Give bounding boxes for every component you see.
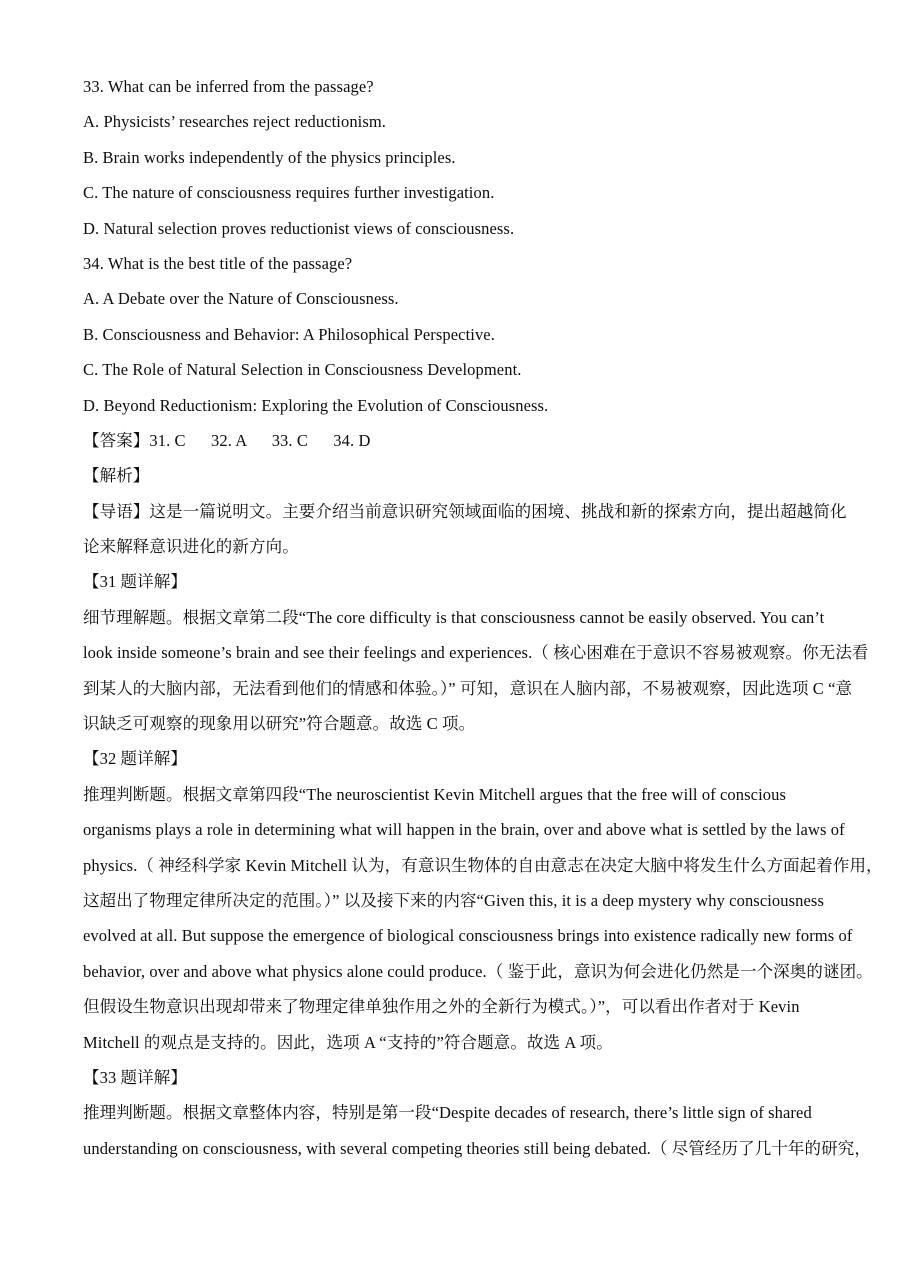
question-34-option-d: D. Beyond Reductionism: Exploring the Evolution of Consciousness. <box>83 395 549 415</box>
q32-analysis-line-7: 但假设生物意识出现却带来了物理定律单独作用之外的全新行为模式。）”，可以看出作者对于 Kevin <box>83 997 800 1017</box>
q32-analysis-line-1: 推理判断题。根据文章第四段“The neuroscientist Kevin Mitchell argues that the free will of conscious <box>83 784 786 804</box>
q31-analysis-header: 【31 题详解】 <box>83 572 187 592</box>
q32-analysis-line-3: physics.（ 神经科学家 Kevin Mitchell 认为，有意识生物体的自由意志在决定大脑中将发生什么方面起着作用， <box>83 855 883 875</box>
q33-analysis-header: 【33 题详解】 <box>83 1067 187 1087</box>
q32-analysis-line-2: organisms plays a role in determining what will happen in the brain, over and above what is settled by the laws of <box>83 820 845 840</box>
q32-analysis-line-5: evolved at all. But suppose the emergence of biological consciousness brings into existence radically new forms of <box>83 926 853 946</box>
question-33-option-b: B. Brain works independently of the physics principles. <box>83 147 456 167</box>
question-34-option-c: C. The Role of Natural Selection in Consciousness Development. <box>83 360 522 380</box>
document-lines <box>83 69 883 1166</box>
q33-analysis-line-1: 推理判断题。根据文章整体内容，特别是第一段“Despite decades of research, there’s little sign of shared <box>83 1103 812 1123</box>
q31-analysis-line-1: 细节理解题。根据文章第二段“The core difficulty is that consciousness cannot be easily observed. You can’t <box>83 607 825 627</box>
intro-line-2: 论来解释意识进化的新方向。 <box>83 537 299 557</box>
q31-analysis-line-4: 识缺乏可观察的现象用以研究”符合题意。故选 C 项。 <box>83 714 476 734</box>
intro-line-1: 【导语】这是一篇说明文。主要介绍当前意识研究领域面临的困境、挑战和新的探索方向，提出超越简化 <box>83 501 847 521</box>
analysis-header: 【解析】 <box>83 466 150 486</box>
question-34-stem: 34. What is the best title of the passage? <box>83 253 353 273</box>
q32-analysis-line-8: Mitchell 的观点是支持的。因此，选项 A “支持的”符合题意。故选 A 项。 <box>83 1032 613 1052</box>
question-33-stem: 33. What can be inferred from the passage? <box>83 77 374 96</box>
question-33-option-c: C. The nature of consciousness requires further investigation. <box>83 183 495 203</box>
q32-analysis-line-6: behavior, over and above what physics alone could produce.（ 鉴于此，意识为何会进化仍然是一个深奥的谜团。 <box>83 961 873 981</box>
q33-analysis-line-2: understanding on consciousness, with several competing theories still being debated.（ 尽管经历了几十年的研究， <box>83 1138 871 1158</box>
question-34-option-b: B. Consciousness and Behavior: A Philosophical Perspective. <box>83 324 495 344</box>
question-34-option-a: A. A Debate over the Nature of Consciousness. <box>83 289 399 309</box>
answers-line: 【答案】31. C 32. A 33. C 34. D <box>83 430 371 450</box>
q31-analysis-line-2: look inside someone’s brain and see their feelings and experiences.（ 核心困难在于意识不容易被观察。你无法看 <box>83 643 869 663</box>
q32-analysis-line-4: 这超出了物理定律所决定的范围。）” 以及接下来的内容“Given this, it is a deep mystery why consciousness <box>83 890 824 910</box>
q32-analysis-header: 【32 题详解】 <box>83 749 187 769</box>
question-33-option-a: A. Physicists’ researches reject reductionism. <box>83 112 387 132</box>
question-33-option-d: D. Natural selection proves reductionist views of consciousness. <box>83 218 515 238</box>
q31-analysis-line-3: 到某人的大脑内部，无法看到他们的情感和体验。）” 可知，意识在人脑内部，不易被观察，因此选项 C “意 <box>83 678 853 698</box>
